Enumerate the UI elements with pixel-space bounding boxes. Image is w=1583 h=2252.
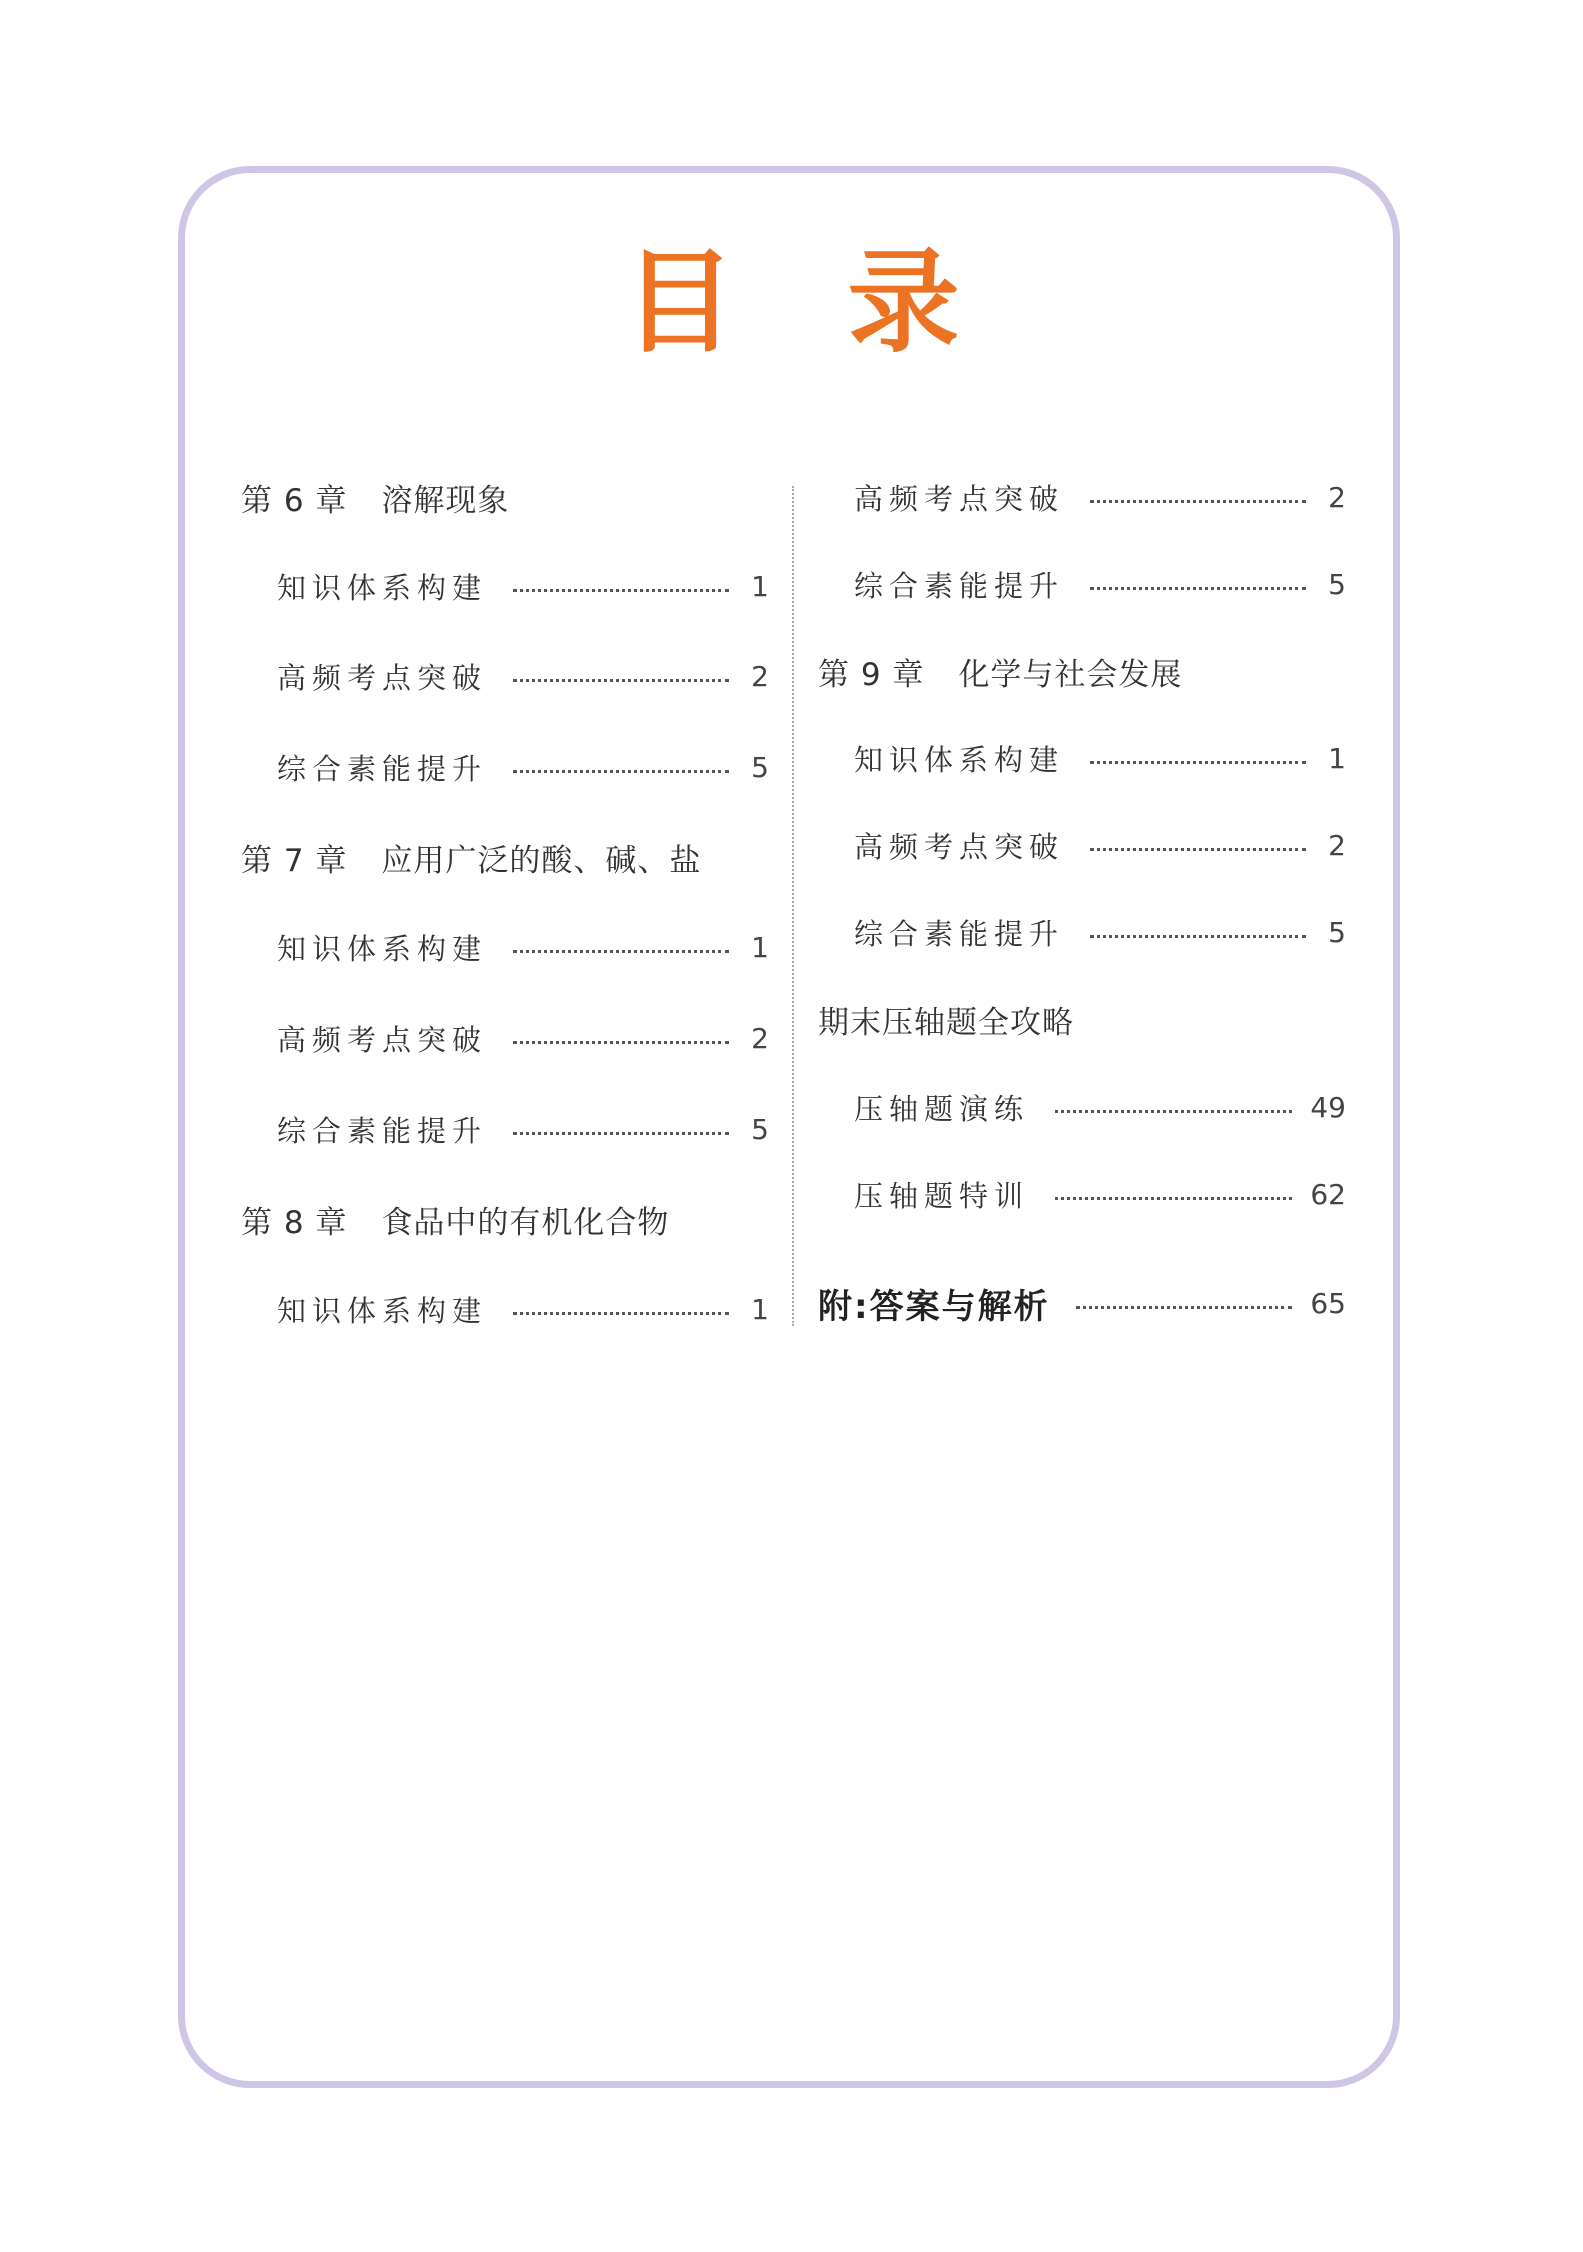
toc-entry-label: 压轴题演练 [854,1091,1030,1126]
toc-entry-page: 1 [751,569,769,603]
chapter-title: 食品中的有机化合物 [381,1204,670,1241]
page-title [0,238,1583,368]
chapter-6-heading[interactable] [241,467,769,527]
toc-entry-page: 1 [1328,741,1346,775]
toc-entry-page: 1 [751,1292,769,1326]
toc-entry[interactable] [241,1279,769,1339]
toc-entry-page: 5 [751,1112,769,1146]
toc-entry-label: 知识体系构建 [277,1293,488,1328]
toc-entry-label: 综合素能提升 [277,751,488,786]
chapter-9-heading[interactable] [818,641,1346,701]
dot-leader [1076,1306,1293,1309]
toc-entry-label: 高频考点突破 [854,829,1065,864]
appendix-entry[interactable] [818,1273,1346,1333]
dot-leader [513,1041,729,1044]
toc-entry[interactable] [818,1164,1346,1224]
toc-entry[interactable] [241,737,769,797]
column-divider [792,486,794,1326]
dot-leader [1090,587,1306,590]
chapter-title: 溶解现象 [381,482,510,519]
appendix-label: 附:答案与解析 [818,1286,1050,1327]
title-char-2: 录 [847,237,960,368]
toc-entry-label: 知识体系构建 [277,570,488,605]
toc-entry[interactable] [241,556,769,616]
toc-entry[interactable] [818,554,1346,614]
toc-entry-label: 高频考点突破 [277,1022,488,1057]
dot-leader [513,1132,729,1135]
dot-leader [513,679,729,682]
toc-entry-page: 2 [1328,828,1346,862]
dot-leader [1090,935,1306,938]
toc-entry[interactable] [818,1077,1346,1137]
chapter-title: 期末压轴题全攻略 [818,1004,1074,1041]
toc-entry-page: 2 [751,1021,769,1055]
toc-entry-label: 知识体系构建 [277,931,488,966]
chapter-title: 化学与社会发展 [958,656,1183,693]
toc-entry[interactable] [818,902,1346,962]
toc-entry-page: 49 [1310,1090,1346,1124]
toc-entry-label: 知识体系构建 [854,742,1065,777]
toc-entry[interactable] [818,815,1346,875]
chapter-8-heading[interactable] [241,1189,769,1249]
toc-entry-page: 2 [1328,480,1346,514]
toc-entry-page: 2 [751,659,769,693]
final-exam-heading[interactable] [818,989,1346,1049]
dot-leader [513,950,729,953]
toc-entry[interactable] [241,646,769,706]
toc-entry-label: 压轴题特训 [854,1178,1030,1213]
toc-entry-page: 62 [1310,1177,1346,1211]
dot-leader [1090,500,1306,503]
chapter-title: 应用广泛的酸、碱、盐 [381,842,702,879]
dot-leader [1055,1197,1292,1200]
appendix-page: 65 [1310,1286,1346,1320]
dot-leader [513,589,729,592]
chapter-number: 第 6 章 [241,482,348,519]
toc-entry-page: 5 [1328,567,1346,601]
chapter-number: 第 7 章 [241,842,348,879]
chapter-7-heading[interactable] [241,827,769,887]
dot-leader [1090,848,1306,851]
toc-entry-label: 高频考点突破 [277,660,488,695]
toc-entry-label: 高频考点突破 [854,481,1065,516]
toc-entry-label: 综合素能提升 [854,916,1065,951]
chapter-number: 第 9 章 [818,656,925,693]
toc-entry-page: 5 [751,750,769,784]
dot-leader [1055,1110,1292,1113]
toc-entry[interactable] [241,1008,769,1068]
toc-entry[interactable] [241,1099,769,1159]
dot-leader [513,1312,729,1315]
toc-entry-page: 1 [751,930,769,964]
chapter-number: 第 8 章 [241,1204,348,1241]
toc-entry-page: 5 [1328,915,1346,949]
dot-leader [513,770,729,773]
toc-entry-label: 综合素能提升 [854,568,1065,603]
title-char-1: 目 [623,237,736,368]
toc-entry[interactable] [241,917,769,977]
toc-entry-label: 综合素能提升 [277,1113,488,1148]
toc-entry[interactable] [818,728,1346,788]
toc-entry[interactable] [818,467,1346,527]
dot-leader [1090,761,1306,764]
